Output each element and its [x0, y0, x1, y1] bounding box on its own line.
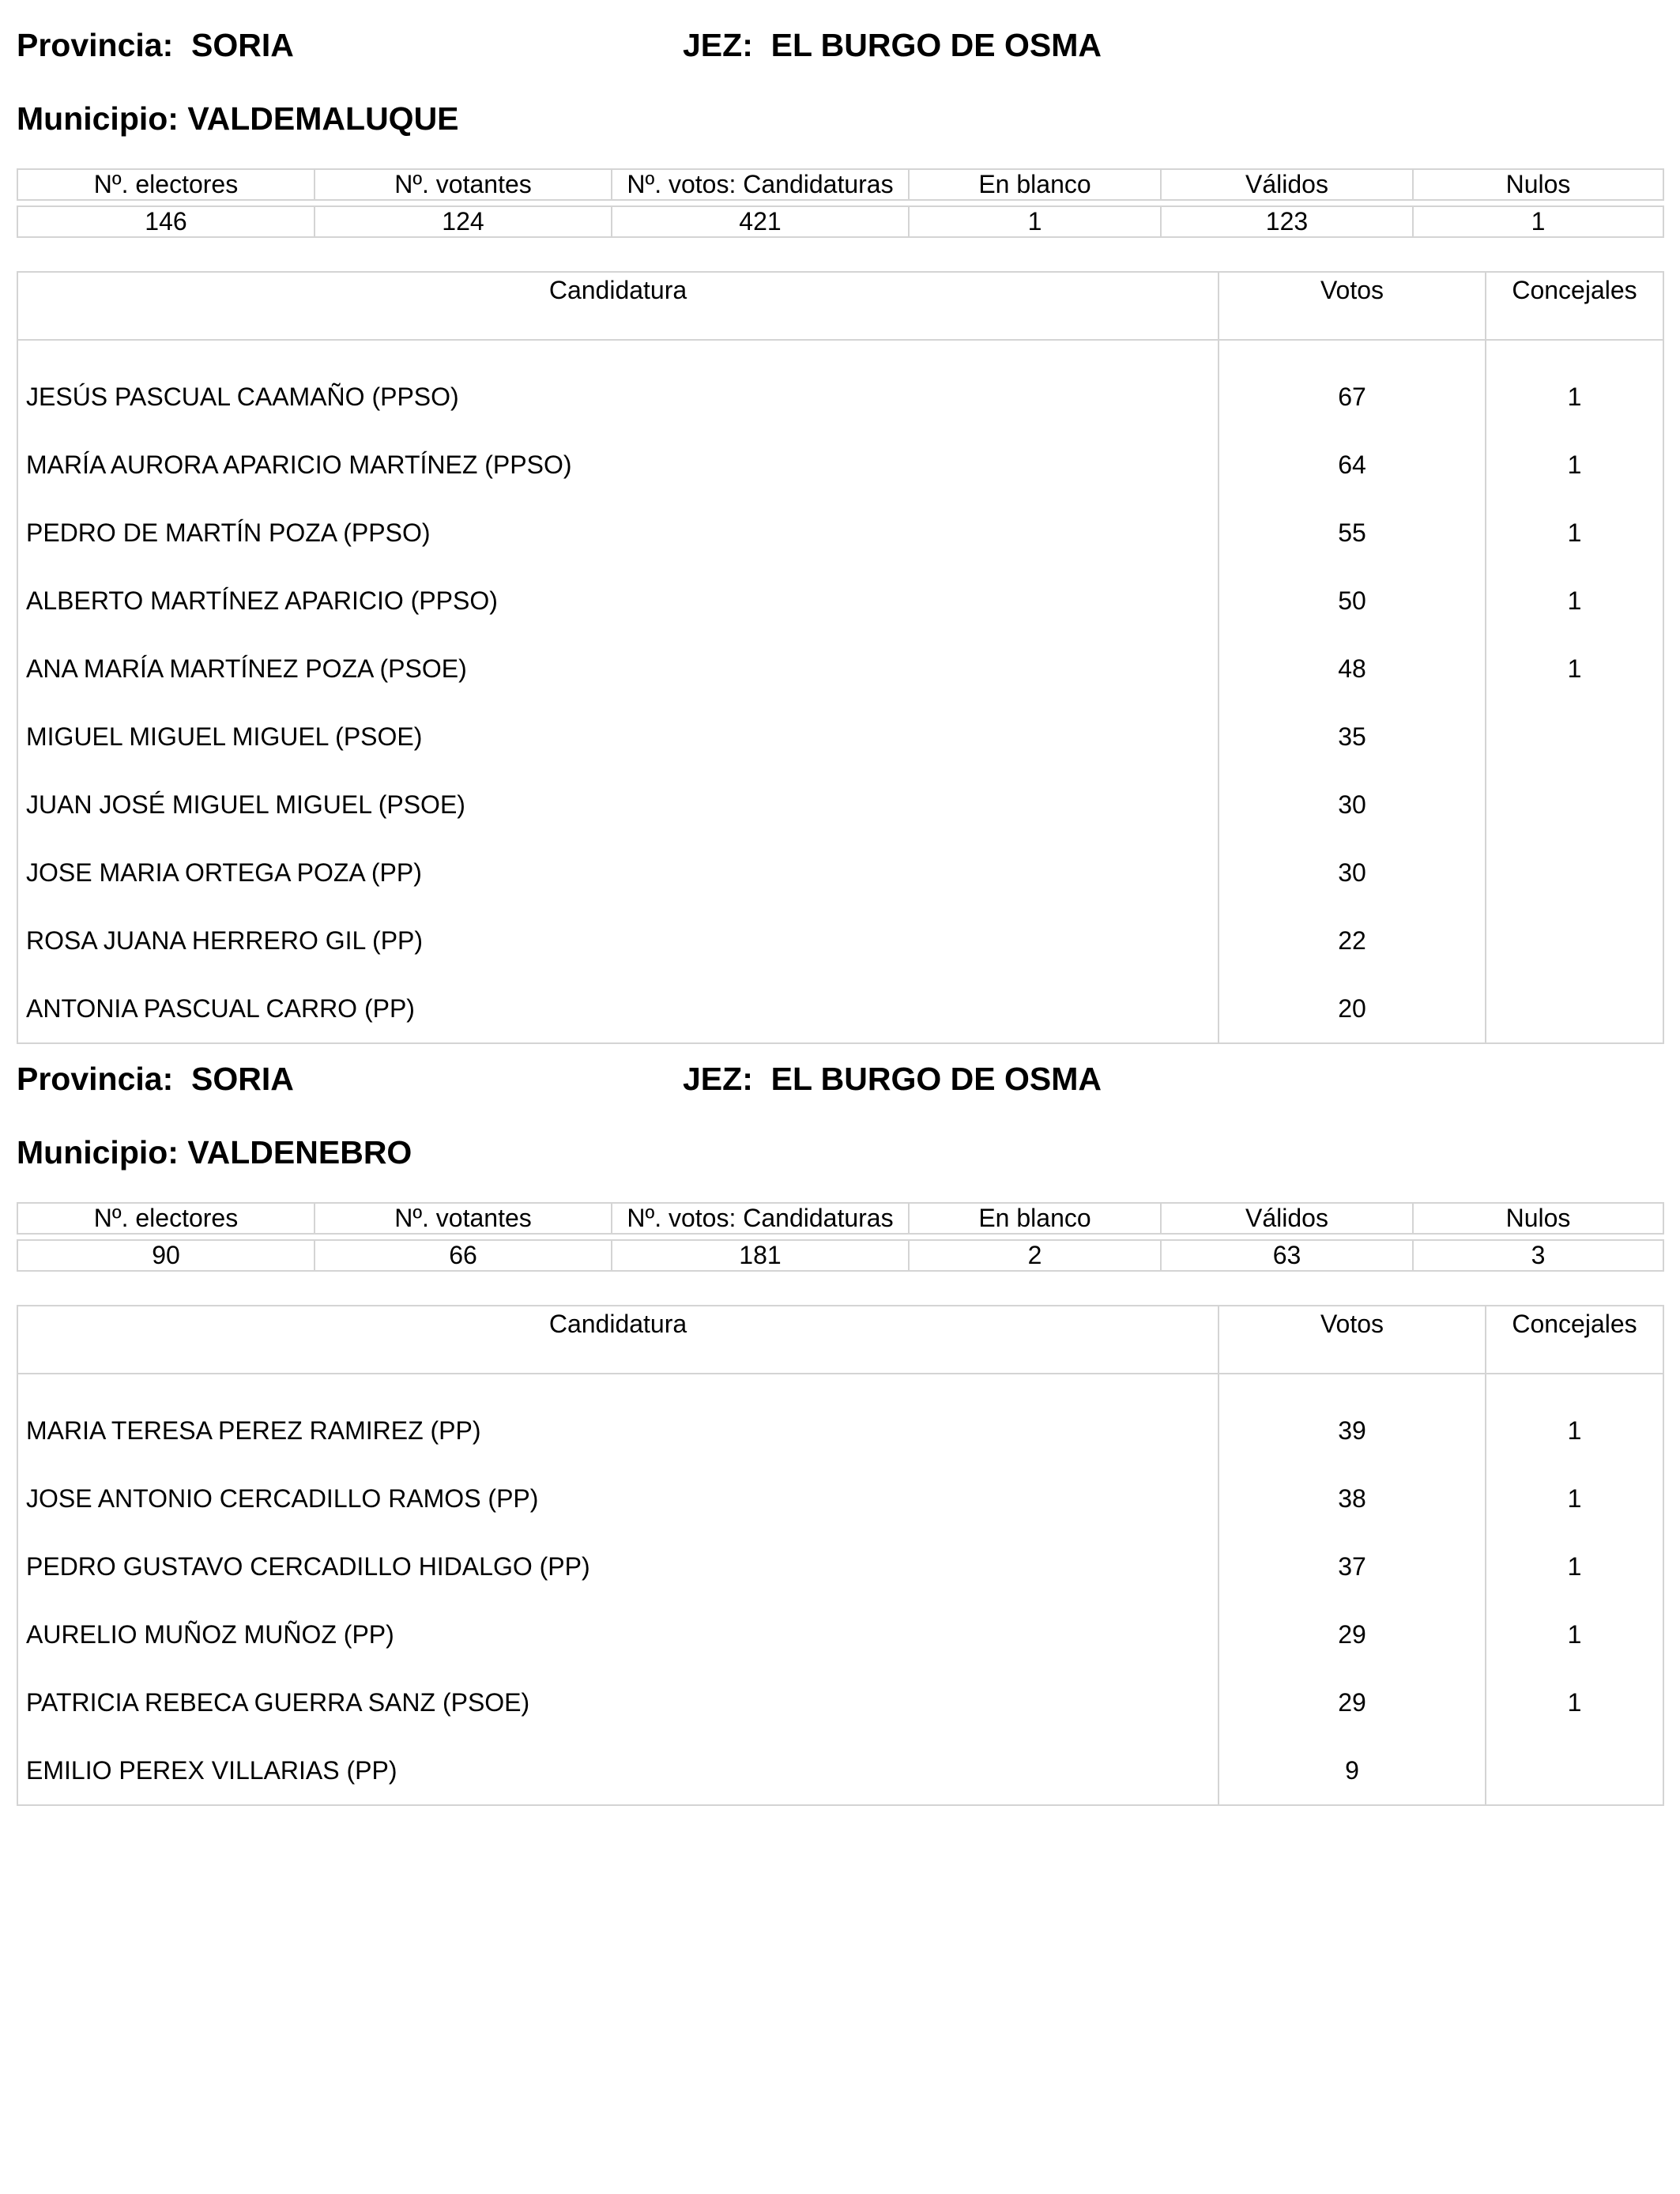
provincia-heading: Provincia: SORIA: [17, 27, 294, 63]
candidate-name: JUAN JOSÉ MIGUEL MIGUEL (PSOE): [17, 771, 1219, 839]
candidate-concejales: [1486, 839, 1663, 907]
candidate-concejales: [1486, 1736, 1663, 1805]
concejales-header: Concejales: [1486, 272, 1663, 340]
candidate-votos: 35: [1219, 703, 1486, 771]
candidate-votos: 29: [1219, 1600, 1486, 1668]
stats-header-cell: Nº. electores: [17, 1203, 315, 1234]
stats-header-cell: En blanco: [909, 1203, 1161, 1234]
stats-value-cell: 124: [315, 206, 612, 237]
stats-value-cell: 90: [17, 1240, 315, 1271]
stats-value-row: [17, 1240, 1663, 1271]
candidate-votos: 30: [1219, 839, 1486, 907]
stats-header-row: [17, 1203, 1663, 1234]
candidate-name: PEDRO GUSTAVO CERCADILLO HIDALGO (PP): [17, 1532, 1219, 1600]
candidate-concejales: [1486, 771, 1663, 839]
table-row: [17, 1736, 1663, 1805]
provincia-heading: Provincia: SORIA: [17, 1061, 294, 1097]
stats-header-cell: Nº. electores: [17, 169, 315, 200]
candidate-concejales: 1: [1486, 1668, 1663, 1736]
candidate-name: ANA MARÍA MARTÍNEZ POZA (PSOE): [17, 635, 1219, 703]
stats-value-cell: 63: [1161, 1240, 1413, 1271]
stats-header-cell: Nº. votos: Candidaturas: [612, 169, 909, 200]
municipio-heading: Municipio: VALDENEBRO: [17, 1134, 412, 1171]
candidates-header-row: [17, 1306, 1663, 1374]
stats-value-cell: 3: [1413, 1240, 1663, 1271]
candidate-concejales: [1486, 703, 1663, 771]
votos-header: Votos: [1219, 1306, 1486, 1374]
stats-header-cell: Nº. votantes: [315, 1203, 612, 1234]
candidate-concejales: 1: [1486, 1532, 1663, 1600]
stats-value-cell: 66: [315, 1240, 612, 1271]
stats-value-cell: 2: [909, 1240, 1161, 1271]
stats-value-cell: 421: [612, 206, 909, 237]
candidate-name: ANTONIA PASCUAL CARRO (PP): [17, 974, 1219, 1043]
candidate-concejales: [1486, 907, 1663, 974]
concejales-header: Concejales: [1486, 1306, 1663, 1374]
candidate-votos: 48: [1219, 635, 1486, 703]
candidate-votos: 20: [1219, 974, 1486, 1043]
stats-header-cell: Válidos: [1161, 169, 1413, 200]
candidate-votos: 37: [1219, 1532, 1486, 1600]
stats-value-cell: 123: [1161, 206, 1413, 237]
stats-header-cell: Válidos: [1161, 1203, 1413, 1234]
candidate-votos: 22: [1219, 907, 1486, 974]
table-row: [17, 703, 1663, 771]
stats-header-cell: Nº. votantes: [315, 169, 612, 200]
candidates-table: [17, 271, 1664, 1044]
table-row: [17, 567, 1663, 635]
stats-value-cell: 1: [1413, 206, 1663, 237]
candidate-concejales: 1: [1486, 1600, 1663, 1668]
candidate-concejales: 1: [1486, 635, 1663, 703]
table-row: [17, 839, 1663, 907]
stats-header-row: [17, 169, 1663, 200]
table-row: [17, 1668, 1663, 1736]
candidate-name: EMILIO PEREX VILLARIAS (PP): [17, 1736, 1219, 1805]
candidate-name: ROSA JUANA HERRERO GIL (PP): [17, 907, 1219, 974]
table-row: [17, 1374, 1663, 1465]
candidate-votos: 30: [1219, 771, 1486, 839]
stats-header-cell: Nulos: [1413, 169, 1663, 200]
candidate-votos: 55: [1219, 499, 1486, 567]
candidates-header-row: [17, 272, 1663, 340]
candidate-votos: 39: [1219, 1374, 1486, 1465]
table-row: [17, 635, 1663, 703]
stats-table: [17, 1202, 1664, 1272]
candidatura-header: Candidatura: [17, 1306, 1219, 1374]
candidate-votos: 38: [1219, 1465, 1486, 1532]
table-row: [17, 771, 1663, 839]
table-row: [17, 974, 1663, 1043]
candidate-name: ALBERTO MARTÍNEZ APARICIO (PPSO): [17, 567, 1219, 635]
stats-header-cell: En blanco: [909, 169, 1161, 200]
votos-header: Votos: [1219, 272, 1486, 340]
stats-value-row: [17, 206, 1663, 237]
candidate-concejales: 1: [1486, 499, 1663, 567]
candidate-name: AURELIO MUÑOZ MUÑOZ (PP): [17, 1600, 1219, 1668]
candidate-name: MARIA TERESA PEREZ RAMIREZ (PP): [17, 1374, 1219, 1465]
stats-value-cell: 146: [17, 206, 315, 237]
candidate-concejales: 1: [1486, 1374, 1663, 1465]
candidate-concejales: 1: [1486, 340, 1663, 431]
candidate-name: PEDRO DE MARTÍN POZA (PPSO): [17, 499, 1219, 567]
municipio-heading: Municipio: VALDEMALUQUE: [17, 100, 459, 137]
candidate-name: JOSE ANTONIO CERCADILLO RAMOS (PP): [17, 1465, 1219, 1532]
table-row: [17, 1532, 1663, 1600]
stats-value-cell: 181: [612, 1240, 909, 1271]
candidate-votos: 67: [1219, 340, 1486, 431]
jez-heading: JEZ: EL BURGO DE OSMA: [683, 27, 1102, 63]
candidate-votos: 9: [1219, 1736, 1486, 1805]
table-row: [17, 499, 1663, 567]
candidate-votos: 50: [1219, 567, 1486, 635]
candidates-table: [17, 1305, 1664, 1806]
table-row: [17, 431, 1663, 499]
stats-header-cell: Nulos: [1413, 1203, 1663, 1234]
table-row: [17, 1600, 1663, 1668]
candidatura-header: Candidatura: [17, 272, 1219, 340]
candidate-name: MARÍA AURORA APARICIO MARTÍNEZ (PPSO): [17, 431, 1219, 499]
stats-header-cell: Nº. votos: Candidaturas: [612, 1203, 909, 1234]
stats-value-cell: 1: [909, 206, 1161, 237]
jez-heading: JEZ: EL BURGO DE OSMA: [683, 1061, 1102, 1097]
table-row: [17, 340, 1663, 431]
candidate-votos: 64: [1219, 431, 1486, 499]
table-row: [17, 1465, 1663, 1532]
table-row: [17, 907, 1663, 974]
candidate-name: PATRICIA REBECA GUERRA SANZ (PSOE): [17, 1668, 1219, 1736]
candidate-concejales: 1: [1486, 1465, 1663, 1532]
candidate-concejales: 1: [1486, 567, 1663, 635]
candidate-concejales: [1486, 974, 1663, 1043]
candidate-name: JOSE MARIA ORTEGA POZA (PP): [17, 839, 1219, 907]
candidate-name: MIGUEL MIGUEL MIGUEL (PSOE): [17, 703, 1219, 771]
candidate-name: JESÚS PASCUAL CAAMAÑO (PPSO): [17, 340, 1219, 431]
candidate-concejales: 1: [1486, 431, 1663, 499]
candidate-votos: 29: [1219, 1668, 1486, 1736]
stats-table: [17, 168, 1664, 238]
